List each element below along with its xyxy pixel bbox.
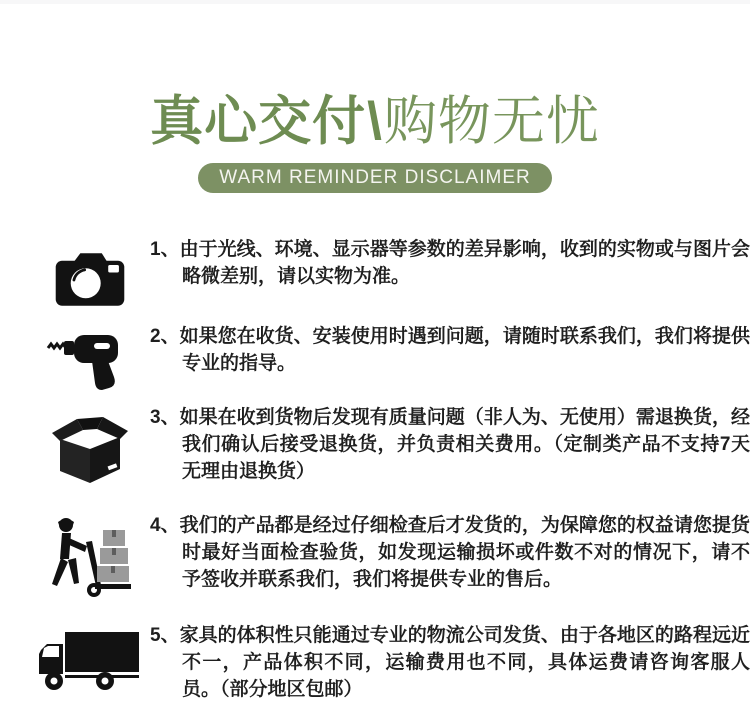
item-body: 如果在收到货物后发现有质量问题（非人为、无使用）需退换货，经我们确认后接受退换货，并负责相关费用。（定制类产品不支持7天无理由退换货） [179, 407, 750, 482]
camera-icon [35, 250, 145, 310]
warm-reminder-badge [198, 163, 551, 193]
item-text [150, 404, 750, 485]
item-body: 我们的产品都是经过仔细检查后才发货的，为保障您的权益请您提货时最好当面检查验货，如发现运输损坏或件数不对的情况下，请不予签收并联系我们，我们将提供专业的售后。 [179, 515, 750, 590]
disclaimer-item-2 [0, 323, 750, 377]
disclaimer-item-5 [0, 622, 750, 703]
item-number: 1、 [150, 239, 180, 260]
disclaimer-item-1 [0, 236, 750, 290]
item-number: 4、 [150, 515, 180, 536]
delivery-worker-icon [35, 514, 145, 600]
item-number: 5、 [150, 625, 180, 646]
item-body: 家具的体积性只能通过专业的物流公司发货、由于各地区的路程远近不一，产品体积不同，运输费用也不同，具体运费请咨询客服人员。（部分地区包邮） [179, 625, 750, 700]
disclaimer-item-3 [0, 404, 750, 485]
title-separator: \ [367, 92, 383, 151]
disclaimer-item-4 [0, 512, 750, 593]
item-body: 由于光线、环境、显示器等参数的差异影响，收到的实物或与图片会略微差别，请以实物为准。 [179, 239, 750, 287]
item-number: 2、 [150, 326, 180, 347]
open-box-icon [35, 409, 145, 487]
item-text [150, 622, 750, 703]
item-text [150, 323, 750, 377]
item-text [150, 236, 750, 290]
item-body: 如果您在收货、安装使用时遇到问题，请随时联系我们，我们将提供专业的指导。 [179, 326, 750, 374]
item-text [150, 512, 750, 593]
truck-icon [35, 630, 145, 692]
top-divider [0, 0, 750, 4]
title-sub: 购物无忧 [383, 92, 600, 151]
power-drill-icon [35, 331, 145, 395]
header [0, 93, 750, 193]
page-title [0, 93, 750, 151]
badge-label: WARM REMINDER DISCLAIMER [219, 167, 531, 188]
title-main: 真心交付 [150, 92, 367, 151]
item-number: 3、 [150, 407, 180, 428]
